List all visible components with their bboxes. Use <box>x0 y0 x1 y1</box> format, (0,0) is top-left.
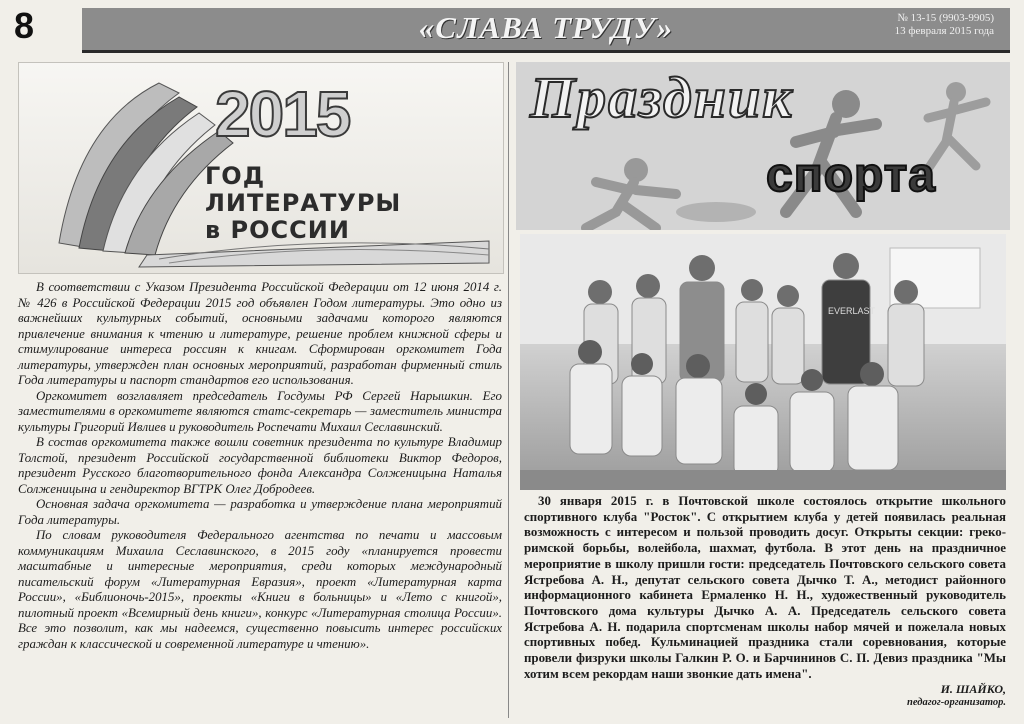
issue-date: 13 февраля 2015 года <box>894 25 994 37</box>
issue-info <box>895 12 994 38</box>
year-of-literature-banner <box>18 62 504 274</box>
banner-year: 2015 <box>215 78 350 150</box>
banner-word-holiday: Праздник <box>530 65 794 130</box>
sport-holiday-article <box>516 62 1012 718</box>
article-paragraph: В соответствии с Указом Президента Российской Федерации от 12 июня 2014 г. № 426 в Российской Федерации 2015 год объявлен Годом литературы. Это одно из важнейших культурных событий, основными задачами которого являются привлечение внимания к чтению и литературе, решение проблем книжной сферы и стимулирование интереса россиян к книгам. Сформирован оргкомитет Года литературы, утвержден план основных мероприятий, разработан фирменный стиль Года литературы и паспорт стандартов его использования. <box>18 280 502 387</box>
shirt-text: EVERLAST <box>828 306 876 316</box>
banner-title-line: в РОССИИ <box>205 216 350 244</box>
sport-article-body <box>524 494 1006 682</box>
article-paragraph: Оргкомитет возглавляет председатель Госдумы РФ Сергей Нарышкин. Его заместителями в оргкомитете являются статс-секретарь — заместитель министра культуры Григорий Ивлиев и руководитель Роспечати Михаил Сеславинский. <box>18 388 502 434</box>
article-paragraph: Основная задача оргкомитета — разработка и утверждение плана мероприятий Года литературы. <box>18 497 502 527</box>
masthead-bar <box>82 8 1010 53</box>
article-paragraph: В состав оргкомитета также вошли советник президента по культуре Владимир Толстой, президент Российской государственной библиотеки Виктор Федоров, президент Русского благотворительного фонда Александра Солженицына Наталья Солженицына и гендиректор ВГТРК Олег Добродеев. <box>18 435 502 496</box>
page-number: 8 <box>14 5 35 46</box>
banner-title <box>205 163 401 244</box>
banner-title-line: ГОД <box>205 162 266 190</box>
author-role: педагог-организатор. <box>907 697 1006 708</box>
sport-holiday-banner <box>516 62 1010 230</box>
literature-article-body <box>18 280 502 652</box>
author-signature <box>907 682 1006 710</box>
banner-word-sport: спорта <box>766 149 936 202</box>
group-of-students-photo <box>520 234 1006 490</box>
article-paragraph: 30 января 2015 г. в Почтовской школе состоялось открытие школьного спортивного клуба "Росток". С открытием клуба у детей появилась реальная возможность с интересом и пользой проводить досуг. Открыты секции: греко-римской борьбы, волейбола, шахмат, футбола. В этот день на праздничное мероприятие в школу пришли гости: председатель Почтовского сельского совета Ястребова А. Н., депутат сельского совета Дычко Т. А., методист районного информационного кабинета Ермаленко Н. Н., художественный руководитель Почтовского дома культуры Дычко А. А. Председатель сельского совета Ястребова А. Н. подарила спортсменам школы набор мячей и пожелала новых спортивных побед. Кульминацией праздника стали соревнования, которые провели физруки школы Галкин Р. О. и Барчининов С. П. Девиз праздника "Мы хотим всем рекордам наши звонкие дать имена". <box>524 494 1006 681</box>
article-paragraph: По словам руководителя Федерального агентства по печати и массовым коммуникациям Михаила Сеславинского, в 2015 году «планируется провести масштабные и интересные мероприятия, среди которых международный писательский форум «Литературная Евразия», проект «Литературная карта России», «Библионочь-2015», проекты «Книги в больницы» и «Лето с книгой», пилотный проект «Всемирный день книги», конкурс «Литературная столица России». Все это позволит, как мы надеемся, существенно повысить интерес российских граждан к классической и современной литературе и чтению». <box>18 528 502 651</box>
issue-number: № 13-15 (9903-9905) <box>897 12 994 24</box>
author-name: И. ШАЙКО, <box>940 682 1006 696</box>
newspaper-title: «СЛАВА ТРУДУ» <box>418 10 674 45</box>
banner-title-line: ЛИТЕРАТУРЫ <box>205 189 402 217</box>
literature-year-article <box>18 62 509 718</box>
team-photo <box>520 234 1006 490</box>
